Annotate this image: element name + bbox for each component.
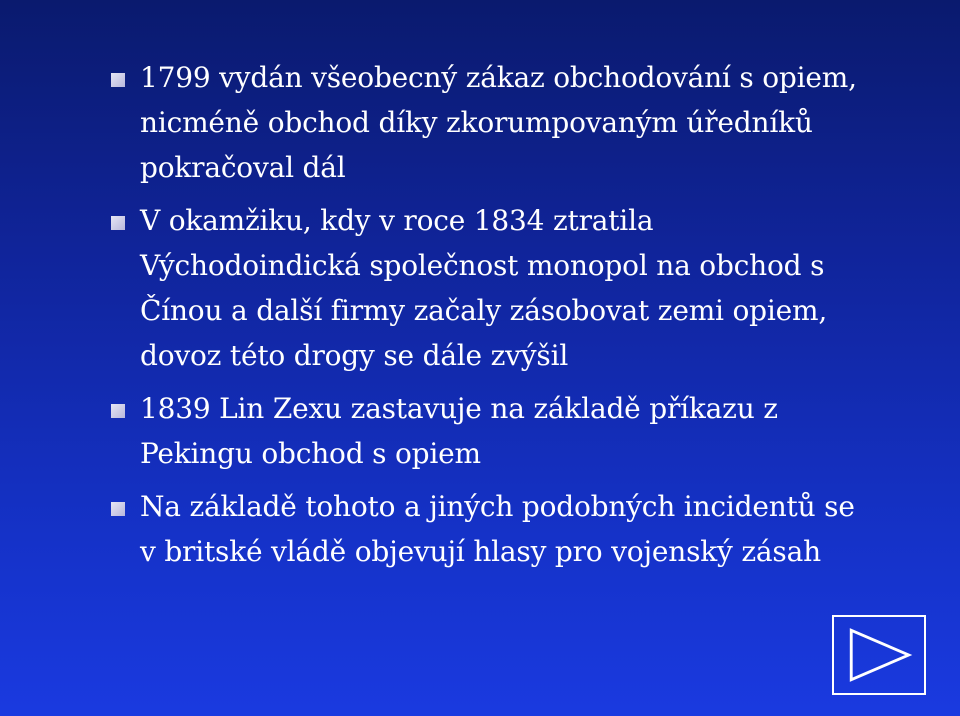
bullet-line: Pekingu obchod s opiem bbox=[140, 437, 481, 470]
bullet-line: pokračoval dál bbox=[140, 151, 346, 184]
bullet-line: V okamžiku, kdy v roce 1834 ztratila bbox=[140, 204, 654, 237]
bullet-line: Na základě tohoto a jiných podobných incidentů se bbox=[140, 490, 855, 523]
bullet-list bbox=[108, 55, 908, 582]
bullet-item bbox=[108, 198, 908, 378]
bullet-item bbox=[108, 386, 908, 476]
bullet-line: nicméně obchod díky zkorumpovaným úředníků bbox=[140, 106, 813, 139]
bullet-item bbox=[108, 55, 908, 190]
square-bullet-icon bbox=[111, 216, 125, 230]
square-bullet-icon bbox=[111, 502, 125, 516]
bullet-line: Východoindická společnost monopol na obchod s bbox=[140, 249, 825, 282]
bullet-line: 1839 Lin Zexu zastavuje na základě příkazu z bbox=[140, 392, 778, 425]
bullet-line: Čínou a další firmy začaly zásobovat zemi opiem, bbox=[140, 294, 828, 327]
square-bullet-icon bbox=[111, 73, 125, 87]
bullet-line: v britské vládě objevují hlasy pro vojenský zásah bbox=[140, 535, 821, 568]
square-bullet-icon bbox=[111, 404, 125, 418]
bullet-item bbox=[108, 484, 908, 574]
next-slide-button[interactable] bbox=[832, 615, 926, 695]
bullet-line: dovoz této drogy se dále zvýšil bbox=[140, 339, 569, 372]
bullet-line: 1799 vydán všeobecný zákaz obchodování s opiem, bbox=[140, 61, 857, 94]
play-forward-icon bbox=[834, 617, 924, 693]
